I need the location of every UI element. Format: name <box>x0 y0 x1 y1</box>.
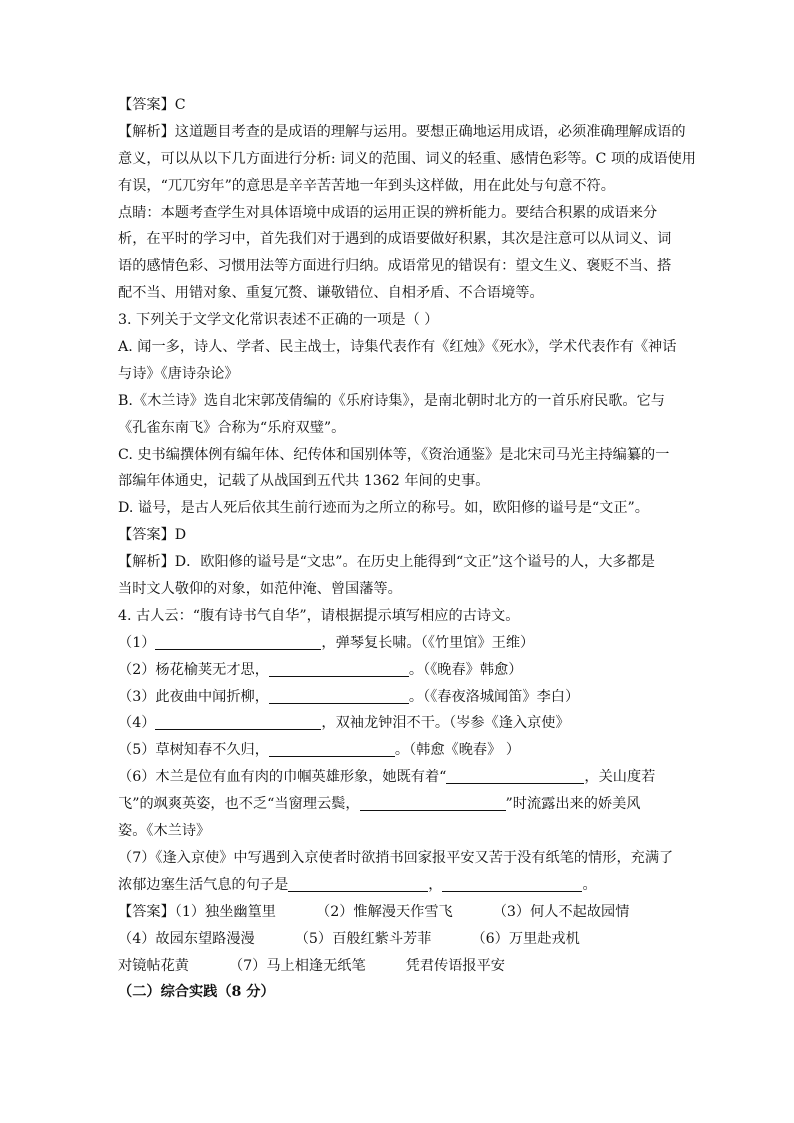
fill-blank[interactable] <box>446 765 584 784</box>
document-page <box>118 92 696 1006</box>
q2-analysis-line: 【解析】这道题目考查的是成语的理解与运用。要想正确地运用成语，必须准确理解成语的 <box>118 123 686 140</box>
q3-option-a-cont: 与诗》《唐诗杂论》 <box>118 365 239 382</box>
q3-option-b-cont: 《孔雀东南飞》合称为“乐府双璧”。 <box>118 419 346 436</box>
q4-item-1: （1） ，弹琴复长啸。（《竹里馆》王维） <box>118 630 684 657</box>
q3-analysis-line: 当时文人敬仰的对象，如范仲淹、曾国藩等。 <box>118 581 402 598</box>
fill-blank[interactable] <box>269 738 395 757</box>
fill-blank[interactable] <box>442 873 582 892</box>
q2-analysis-line: 有误，“兀兀穷年”的意思是辛辛苦苦地一年到头这样做，用在此处与句意不符。 <box>118 177 615 194</box>
q2-analysis-line: 语的感情色彩、习惯用法等方面进行归纳。成语常见的错误有：望文生义、褒贬不当、搭 <box>118 258 672 275</box>
section-heading: （二）综合实践（8 分） <box>118 984 275 1001</box>
q4-answer-line-2: （4）故园东望路漫漫 （5）百般红紫斗芳菲 （6）万里赴戎机 <box>118 930 580 947</box>
q3-option-b: B.《木兰诗》选自北宋郭茂倩编的《乐府诗集》，是南北朝时北方的一首乐府民歌。它与 <box>118 392 665 409</box>
q4-item-7: （7）《逢入京使》中写遇到入京使者时欲捎书回家报平安又苦于没有纸笔的情形，充满了 <box>118 849 674 866</box>
q3-analysis-line: 【解析】D．欧阳修的谥号是“文忠”。在历史上能得到“文正”这个谥号的人，大多都是 <box>118 554 655 571</box>
q2-analysis-line: 配不当、用错对象、重复冗赘、谦敬错位、自相矛盾、不合语境等。 <box>118 285 544 302</box>
q4-item-3: （3）此夜曲中闻折柳， 。（《春夜洛城闻笛》李白） <box>118 684 684 711</box>
fill-blank[interactable] <box>360 792 506 811</box>
q4-item-4: （4） ，双袖龙钟泪不干。（岑参《逢入京使》 <box>118 710 684 737</box>
q3-option-c-cont: 部编年体通史，记载了从战国到五代共 1362 年间的史事。 <box>118 473 490 490</box>
q3-option-c: C. 史书编撰体例有编年体、纪传体和国别体等，《资治通鉴》是北宋司马光主持编纂的一 <box>118 446 670 463</box>
q4-answer-line-1: 【答案】（1）独坐幽篁里 （2）惟解漫天作雪飞 （3）何人不起故园情 <box>118 903 630 920</box>
q4-answer-line-3: 对镜帖花黄 （7）马上相逢无纸笔 凭君传语报平安 <box>118 957 505 974</box>
q4-item-6-cont: 飞”的飒爽英姿，也不乏“当窗理云鬓， ”时流露出来的娇美风 <box>118 791 684 818</box>
q3-option-d: D. 谥号，是古人死后依其生前行迹而为之所立的称号。如，欧阳修的谥号是“文正”。 <box>118 500 649 517</box>
q3-option-a: A. 闻一多，诗人、学者、民主战士，诗集代表作有《红烛》《死水》，学术代表作有《神话 <box>118 339 677 356</box>
q4-item-7-cont: 浓郁边塞生活气息的句子是 ， 。 <box>118 872 684 899</box>
fill-blank[interactable] <box>269 658 409 677</box>
q4-question: 4. 古人云：“腹有诗书气自华”，请根据提示填写相应的古诗文。 <box>118 607 520 624</box>
q4-item-2: （2）杨花榆荚无才思， 。（《晚春》韩愈） <box>118 657 684 684</box>
q2-analysis-line: 点睛：本题考查学生对具体语境中成语的运用正误的辨析能力。要结合积累的成语来分 <box>118 204 658 221</box>
q3-question: 3. 下列关于文学文化常识表述不正确的一项是（ ） <box>118 312 439 329</box>
fill-blank[interactable] <box>269 685 409 704</box>
fill-blank[interactable] <box>288 873 428 892</box>
fill-blank[interactable] <box>155 631 321 650</box>
q2-analysis-line: 意义，可以从以下几方面进行分析: 词义的范围、词义的轻重、感情色彩等。C 项的成语使用 <box>118 150 696 167</box>
q4-item-6-end: 姿。《木兰诗》 <box>118 823 211 840</box>
q3-answer: 【答案】D <box>118 527 187 544</box>
q2-answer: 【答案】C <box>118 97 186 113</box>
fill-blank[interactable] <box>155 711 321 730</box>
q2-analysis-line: 析，在平时的学习中，首先我们对于遇到的成语要做好积累，其次是注意可以从词义、词 <box>118 231 672 248</box>
q4-item-5: （5）草树知春不久归， 。（韩愈《晚春》 ） <box>118 737 684 764</box>
q4-item-6: （6）木兰是位有血有肉的巾帼英雄形象，她既有着“ ，关山度若 <box>118 764 684 791</box>
